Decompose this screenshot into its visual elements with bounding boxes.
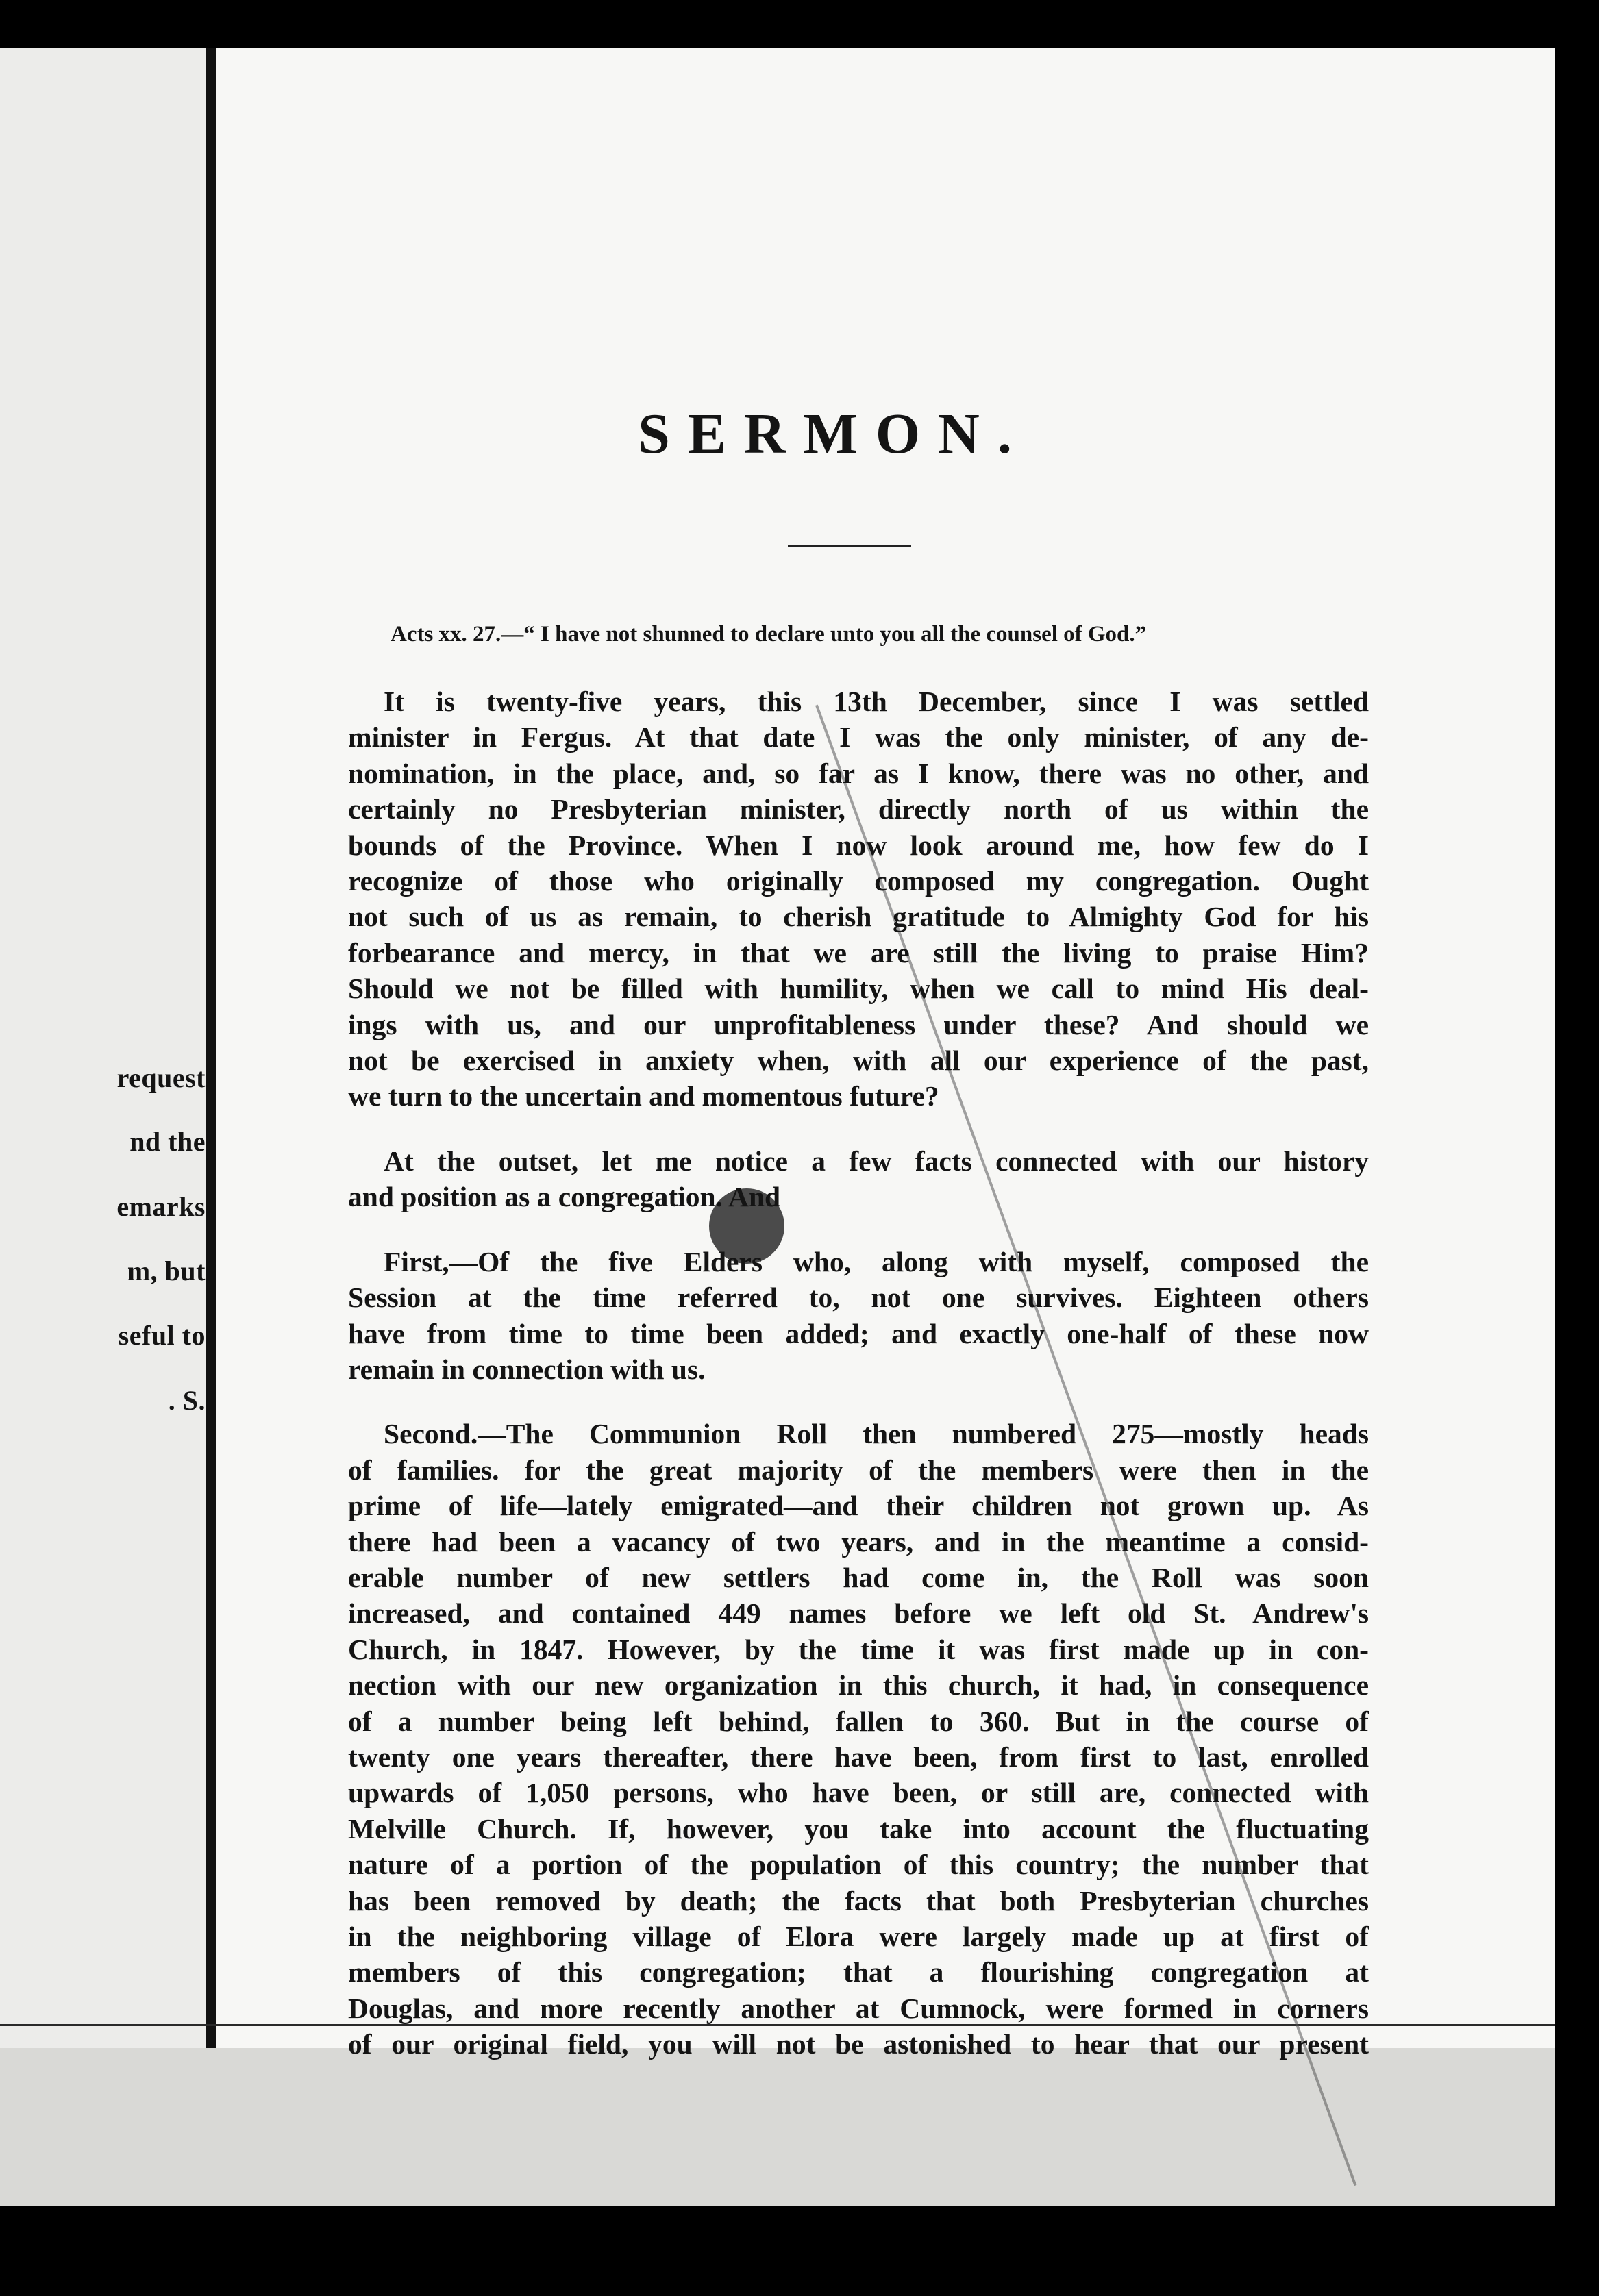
paragraph xyxy=(348,1143,1369,1215)
text-line: not be exercised in anxiety when, with all our experience of the past, xyxy=(348,1045,1369,1077)
text-line: forbearance and mercy, in that we are still the living to praise Him? xyxy=(348,936,1369,969)
text-line: increased, and contained 449 names before we left old St. Andrew's xyxy=(348,1597,1369,1630)
text-line: erable number of new settlers had come in, the Roll was soon xyxy=(348,1561,1369,1593)
text-line: At the outset, let me notice a few facts connected with our history xyxy=(384,1145,1369,1177)
text-line: remain in connection with us. xyxy=(348,1353,706,1385)
text-line: Douglas, and more recently another at Cumnock, were formed in corners xyxy=(348,1992,1369,2024)
scan-bottom-shadow xyxy=(0,2048,1555,2206)
text-line: we turn to the uncertain and momentous future? xyxy=(348,1080,939,1112)
sermon-body xyxy=(348,684,1369,2062)
text-line: there had been a vacancy of two years, and in the meantime a consid- xyxy=(348,1525,1369,1558)
text-line: Church, in 1847. However, by the time it was first made up in con- xyxy=(348,1633,1369,1665)
book-gutter xyxy=(206,48,216,2206)
text-line: First,—Of the five Elders who, along with myself, composed the xyxy=(384,1245,1369,1277)
left-page-line: m, but xyxy=(127,1256,206,1286)
page-title: SERMON. xyxy=(638,402,1030,466)
text-line: minister in Fergus. At that date I was the only minister, of any de- xyxy=(348,721,1369,753)
text-line: of our original field, you will not be astonished to hear that our present xyxy=(348,2028,1369,2060)
text-line: prime of life—lately emigrated—and their children not grown up. As xyxy=(348,1490,1369,1522)
text-line: twenty one years thereafter, there have been, from first to last, enrolled xyxy=(348,1740,1369,1773)
text-line: of a number being left behind, fallen to 360. But in the course of xyxy=(348,1705,1369,1737)
left-page-line: emarks xyxy=(116,1191,206,1222)
text-line: Melville Church. If, however, you take into account the fluctuating xyxy=(348,1812,1369,1845)
text-line: have from time to time been added; and exactly one-half of these now xyxy=(348,1317,1369,1349)
left-page-line: request xyxy=(116,1062,206,1093)
text-line: certainly no Presbyterian minister, directly north of us within the xyxy=(348,793,1369,825)
left-page-line: seful to xyxy=(118,1320,206,1351)
text-line: Second.—The Communion Roll then numbered 275—mostly heads xyxy=(384,1418,1369,1450)
text-line: and position as a congregation. And xyxy=(348,1181,781,1213)
text-line: not such of us as remain, to cherish gratitude to Almighty God for his xyxy=(348,901,1369,933)
text-line: members of this congregation; that a flourishing congregation at xyxy=(348,1956,1369,1988)
text-line: Session at the time referred to, not one survives. Eighteen others xyxy=(348,1282,1369,1314)
left-page-line: nd the xyxy=(129,1126,206,1157)
text-line: has been removed by death; the facts that both Presbyterian churches xyxy=(348,1884,1369,1917)
text-line: nature of a portion of the population of this country; the number that xyxy=(348,1849,1369,1881)
title-divider xyxy=(788,545,911,547)
epigraph: Acts xx. 27.—“ I have not shunned to declare unto you all the counsel of God.” xyxy=(391,622,1147,647)
left-page-fragment xyxy=(0,48,206,2206)
text-line: ings with us, and our unprofitableness under these? And should we xyxy=(348,1008,1369,1040)
text-line: nection with our new organization in this church, it had, in consequence xyxy=(348,1669,1369,1701)
text-line: upwards of 1,050 persons, who have been, or still are, connected with xyxy=(348,1777,1369,1809)
paragraph xyxy=(348,1416,1369,2062)
left-page-line: . S. xyxy=(168,1385,206,1416)
paragraph xyxy=(348,1244,1369,1388)
text-line: nomination, in the place, and, so far as I know, there was no other, and xyxy=(348,757,1369,789)
text-line: recognize of those who originally composed my congregation. Ought xyxy=(348,865,1369,897)
text-line: of families. for the great majority of the members were then in the xyxy=(348,1453,1369,1486)
text-line: Should we not be filled with humility, when we call to mind His deal- xyxy=(348,973,1369,1005)
text-line: bounds of the Province. When I now look around me, how few do I xyxy=(348,829,1369,861)
text-line: in the neighboring village of Elora were largely made up at first of xyxy=(348,1921,1369,1952)
text-line: It is twenty-five years, this 13th December, since I was settled xyxy=(384,686,1369,717)
paragraph xyxy=(348,684,1369,1114)
